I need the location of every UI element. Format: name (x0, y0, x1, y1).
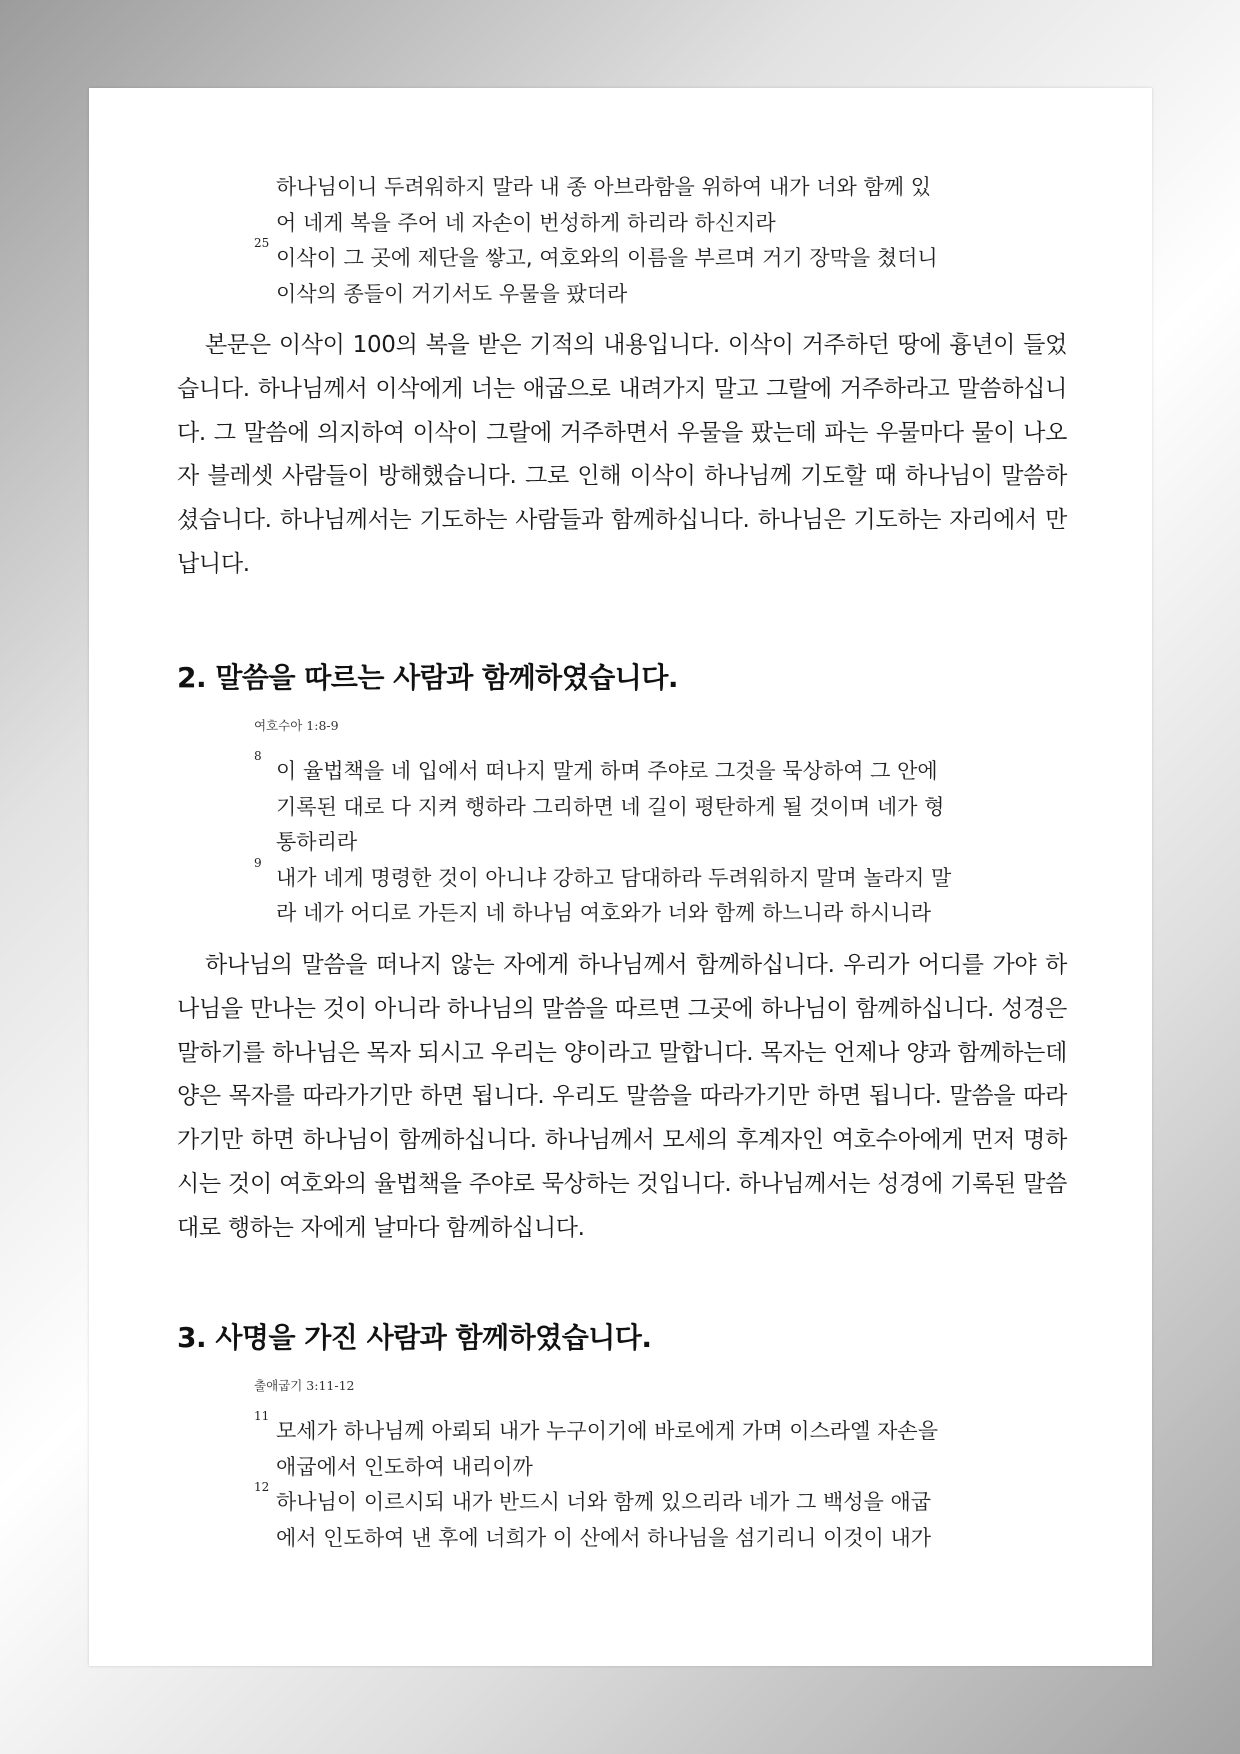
scripture-verse-8 (254, 749, 1094, 861)
body-paragraph-2: 하나님의 말씀을 떠나지 않는 자에게 하나님께서 함께하십니다. 우리가 어디를 가야 하나님을 만나는 것이 아니라 하나님의 말씀을 따르면 그곳에 하나님이 함께하십니다. 성경은 말하기를 하나님은 목자 되시고 우리는 양이라고 말합니다. 목자는 언제나 양과 함께하는데 양은 목자를 따라가기만 하면 됩니다. 우리도 말씀을 따라가기만 하면 됩니다. 말씀을 따라가기만 하면 하나님이 함께하십니다. 하나님께서 모세의 후계자인 여호수아에게 먼저 명하시는 것이 여호와의 율법책을 주야로 묵상하는 것입니다. 하나님께서는 성경에 기록된 말씀대로 행하는 자에게 날마다 함께하십니다. (177, 952, 1067, 1241)
scripture-line: 통하리라 (276, 830, 358, 854)
scripture-line: 하나님이 이르시되 내가 반드시 너와 함께 있으리라 네가 그 백성을 애굽 (276, 1490, 932, 1514)
scripture-quote-1 (254, 170, 1094, 312)
scripture-verse-12 (254, 1480, 1094, 1556)
scripture-line: 에서 인도하여 낸 후에 너희가 이 산에서 하나님을 섬기리니 이것이 내가 (276, 1525, 932, 1550)
scripture-verse-25 (254, 236, 1094, 312)
scripture-reference-2: 여호수아 1:8-9 (254, 718, 339, 733)
scripture-line: 모세가 하나님께 아뢰되 내가 누구이기에 바로에게 가며 이스라엘 자손을 (276, 1419, 938, 1443)
verse-number: 9 (254, 855, 262, 870)
section-heading-3: 3. 사명을 가진 사람과 함께하였습니다. (177, 1321, 652, 1354)
verse-number: 11 (254, 1409, 270, 1423)
verse-number: 12 (254, 1480, 270, 1494)
section-heading-2: 2. 말씀을 따르는 사람과 함께하였습니다. (177, 661, 679, 694)
verse-number: 8 (254, 749, 262, 763)
scripture-line: 이삭이 그 곳에 제단을 쌓고, 여호와의 이름을 부르며 거기 장막을 쳤더니 (276, 246, 938, 270)
document-page (89, 88, 1152, 1666)
scripture-line: 이 율법책을 네 입에서 떠나지 말게 하며 주야로 그것을 묵상하여 그 안에 (276, 759, 938, 783)
scripture-line: 내가 네게 명령한 것이 아니냐 강하고 담대하라 두려워하지 말며 놀라지 말 (276, 865, 952, 890)
scripture-line: 라 네가 어디로 가든지 네 하나님 여호와가 너와 함께 하느니라 하시니라 (276, 901, 932, 925)
body-paragraph-1: 본문은 이삭이 100의 복을 받은 기적의 내용입니다. 이삭이 거주하던 땅에 흉년이 들었습니다. 하나님께서 이삭에게 너는 애굽으로 내려가지 말고 그랄에 거주하라고 말씀하십니다. 그 말씀에 의지하여 이삭이 그랄에 거주하면서 우물을 팠는데 파는 우물마다 물이 나오자 블레셋 사람들이 방해했습니다. 그로 인해 이삭이 하나님께 기도할 때 하나님이 말씀하셨습니다. 하나님께서는 기도하는 사람들과 함께하십니다. 하나님은 기도하는 자리에서 만납니다. (177, 332, 1067, 577)
scripture-verse-11 (254, 1409, 1094, 1485)
scripture-verse-continued (254, 170, 1094, 241)
scripture-line: 어 네게 복을 주어 네 자손이 번성하게 하리라 하신지라 (276, 210, 776, 235)
scripture-line: 애굽에서 인도하여 내리이까 (276, 1454, 533, 1479)
scripture-quote-3 (254, 1409, 1094, 1556)
scripture-verse-9 (254, 855, 1094, 932)
scripture-line: 이삭의 종들이 거기서도 우물을 팠더라 (276, 281, 628, 306)
scripture-reference-3: 출애굽기 3:11-12 (254, 1378, 355, 1393)
scripture-line: 기록된 대로 다 지켜 행하라 그리하면 네 길이 평탄하게 될 것이며 네가 형 (276, 794, 945, 819)
scripture-line: 하나님이니 두려워하지 말라 내 종 아브라함을 위하여 내가 너와 함께 있 (276, 175, 932, 199)
scripture-quote-2 (254, 749, 1094, 932)
verse-number: 25 (254, 236, 270, 250)
